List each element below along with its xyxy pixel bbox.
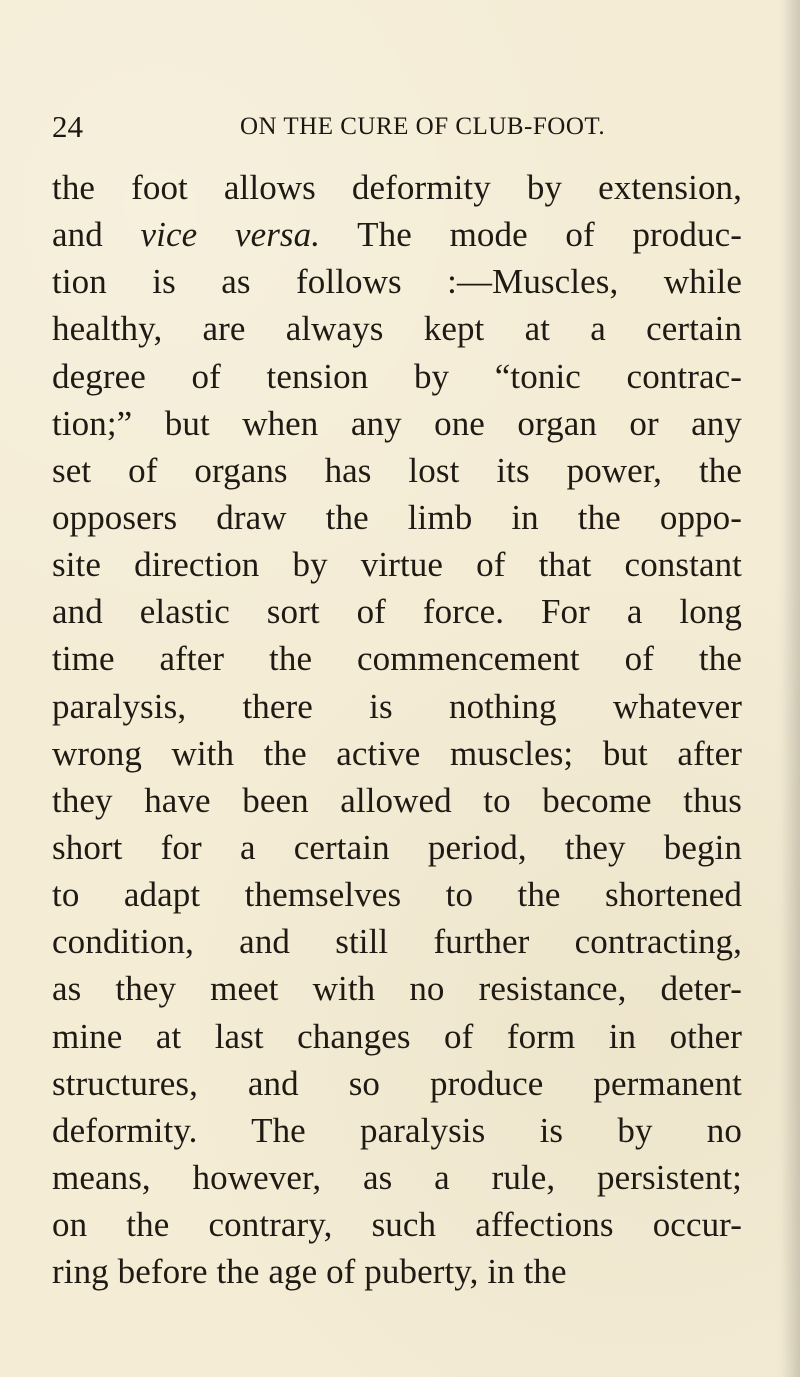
line-text: and	[52, 215, 141, 255]
line-text: as they meet with no resistance, deter-	[52, 969, 742, 1009]
text-line	[52, 918, 742, 965]
line-text: and elastic sort of force. For a long	[52, 592, 742, 632]
line-text: condition, and still further contracting,	[52, 922, 742, 962]
running-title: ON THE CURE OF CLUB-FOOT.	[240, 113, 606, 140]
text-line	[52, 1060, 742, 1107]
line-text: healthy, are always kept at a certain	[52, 309, 742, 349]
text-line	[52, 1154, 742, 1201]
text-line	[52, 777, 742, 824]
line-text: they have been allowed to become thus	[52, 780, 742, 820]
text-line	[52, 683, 742, 730]
text-line	[52, 400, 742, 447]
line-text: opposers draw the limb in the oppo-	[52, 497, 742, 537]
text-line	[52, 494, 742, 541]
line-text: wrong with the active muscles; but after	[52, 733, 742, 773]
line-text: the foot allows deformity by extension,	[52, 168, 742, 207]
line-text: site direction by virtue of that constant	[52, 545, 742, 585]
text-line	[52, 824, 742, 871]
line-text-after: The mode of produc-	[320, 215, 742, 255]
running-head	[52, 107, 752, 147]
line-text: means, however, as a rule, persistent;	[52, 1157, 742, 1197]
body-text	[52, 164, 742, 1295]
page-edge-shadow	[782, 0, 800, 1377]
line-text: tion is as follows :—Muscles, while	[52, 262, 742, 302]
text-line	[52, 541, 742, 588]
text-line	[52, 353, 742, 400]
line-text: tion;” but when any one organ or any	[52, 403, 742, 443]
italic-text: vice versa.	[140, 215, 321, 255]
page-number: 24	[52, 109, 83, 144]
line-text: ring before the age of puberty, in the	[52, 1252, 567, 1292]
text-line	[52, 447, 742, 494]
line-text: mine at last changes of form in other	[52, 1016, 742, 1056]
line-text: paralysis, there is nothing whatever	[52, 686, 742, 726]
text-line	[52, 305, 742, 352]
text-line	[52, 965, 742, 1012]
line-text: deformity. The paralysis is by no	[52, 1110, 742, 1150]
line-text: degree of tension by “tonic contrac-	[52, 356, 742, 396]
text-line	[52, 164, 742, 211]
text-line	[52, 871, 742, 918]
line-text: set of organs has lost its power, the	[52, 450, 742, 490]
text-line	[52, 1013, 742, 1060]
text-line	[52, 1248, 742, 1295]
line-text: on the contrary, such affections occur-	[52, 1205, 742, 1245]
line-text: to adapt themselves to the shortened	[52, 875, 742, 915]
text-line	[52, 1107, 742, 1154]
text-line	[52, 588, 742, 635]
text-line	[52, 730, 742, 777]
text-line	[52, 1201, 742, 1248]
text-line	[52, 258, 742, 305]
text-line	[52, 211, 742, 258]
line-text: short for a certain period, they begin	[52, 827, 742, 867]
line-text: structures, and so produce permanent	[52, 1063, 742, 1103]
text-line	[52, 635, 742, 682]
line-text: time after the commencement of the	[52, 639, 742, 679]
